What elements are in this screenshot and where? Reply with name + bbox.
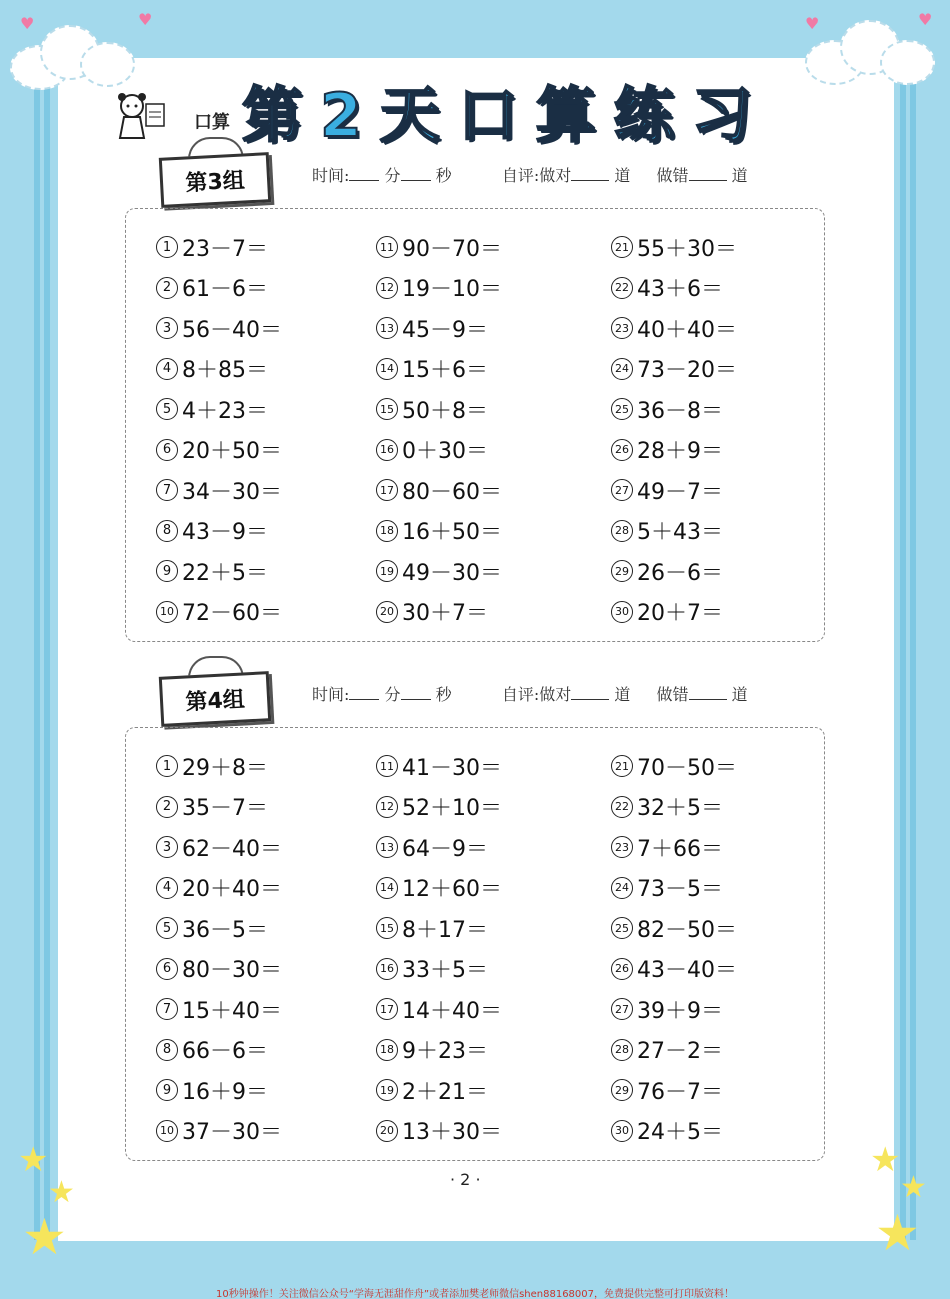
group-header bbox=[160, 664, 810, 724]
problem-item bbox=[376, 595, 488, 629]
problem-item bbox=[376, 1114, 502, 1148]
problem-number: 12 bbox=[376, 277, 398, 299]
problem-number: 14 bbox=[376, 358, 398, 380]
problem-number: 24 bbox=[611, 877, 633, 899]
problem-expression: 28＋9＝ bbox=[637, 439, 723, 464]
problem-item bbox=[156, 1073, 268, 1107]
problem-item bbox=[376, 311, 488, 345]
problem-number: 6 bbox=[156, 439, 178, 461]
problem-expression: 15＋40＝ bbox=[182, 998, 282, 1024]
problem-expression: 90－70＝ bbox=[402, 236, 502, 262]
problem-number: 22 bbox=[611, 796, 633, 818]
problem-item bbox=[376, 473, 502, 507]
problem-item bbox=[156, 514, 268, 548]
problem-expression: 12＋60＝ bbox=[402, 877, 502, 902]
problem-expression: 35－7＝ bbox=[182, 796, 268, 821]
heart-icon: ♥ bbox=[138, 10, 153, 29]
problem-number: 7 bbox=[156, 479, 178, 501]
problem-expression: 39＋9＝ bbox=[637, 998, 723, 1024]
star-icon: ★ bbox=[900, 1170, 927, 1205]
problem-item bbox=[376, 911, 488, 945]
problem-number: 24 bbox=[611, 358, 633, 380]
problem-item bbox=[156, 230, 268, 264]
problem-number: 27 bbox=[611, 479, 633, 501]
problem-item bbox=[376, 1033, 488, 1067]
problem-item bbox=[156, 790, 268, 824]
problem-expression: 0＋30＝ bbox=[402, 439, 488, 464]
problem-item bbox=[376, 271, 502, 305]
problem-expression: 24＋5＝ bbox=[637, 1120, 723, 1145]
problem-item bbox=[611, 992, 723, 1026]
problem-item bbox=[156, 871, 282, 905]
problem-number: 9 bbox=[156, 560, 178, 582]
problem-item bbox=[376, 992, 502, 1026]
problem-number: 17 bbox=[376, 998, 398, 1020]
problem-number: 1 bbox=[156, 755, 178, 777]
problem-expression: 16＋50＝ bbox=[402, 520, 502, 545]
problem-expression: 73－5＝ bbox=[637, 877, 723, 902]
problem-expression: 43＋6＝ bbox=[637, 277, 723, 302]
problem-number: 29 bbox=[611, 1079, 633, 1101]
problem-number: 25 bbox=[611, 917, 633, 939]
problem-expression: 61－6＝ bbox=[182, 277, 268, 302]
problem-expression: 7＋66＝ bbox=[637, 836, 723, 862]
group-header bbox=[160, 145, 810, 205]
page-number: · 2 · bbox=[450, 1170, 481, 1189]
problem-item bbox=[611, 830, 723, 864]
problem-item bbox=[376, 554, 502, 588]
problem-number: 16 bbox=[376, 958, 398, 980]
heart-icon: ♥ bbox=[918, 10, 933, 29]
problem-number: 1 bbox=[156, 236, 178, 258]
problem-item bbox=[611, 554, 723, 588]
problem-item bbox=[376, 514, 502, 548]
problem-expression: 50＋8＝ bbox=[402, 398, 488, 424]
heart-icon: ♥ bbox=[20, 14, 35, 33]
problem-number: 10 bbox=[156, 1120, 178, 1142]
problem-item bbox=[611, 911, 737, 945]
problem-expression: 43－9＝ bbox=[182, 520, 268, 545]
problem-item bbox=[611, 473, 723, 507]
problem-expression: 70－50＝ bbox=[637, 755, 737, 781]
problem-expression: 80－60＝ bbox=[402, 479, 502, 505]
page-title: 第2天口算练习 bbox=[242, 81, 770, 151]
problem-item bbox=[156, 952, 282, 986]
problem-item bbox=[611, 433, 723, 467]
problem-number: 18 bbox=[376, 520, 398, 542]
problem-expression: 43－40＝ bbox=[637, 958, 737, 983]
group-meta: 时间: 分 秒 自评:做对 道 做错 道 bbox=[312, 166, 748, 185]
problem-item bbox=[156, 595, 282, 629]
star-icon: ★ bbox=[48, 1175, 75, 1210]
problem-item bbox=[156, 554, 268, 588]
left-stripe-1 bbox=[34, 60, 40, 1240]
problem-number: 10 bbox=[156, 601, 178, 623]
problem-item bbox=[376, 1073, 488, 1107]
problem-number: 27 bbox=[611, 998, 633, 1020]
star-icon: ★ bbox=[18, 1140, 49, 1180]
problem-item bbox=[611, 514, 723, 548]
problem-expression: 41－30＝ bbox=[402, 755, 502, 781]
problem-item bbox=[611, 749, 737, 783]
problem-expression: 55＋30＝ bbox=[637, 236, 737, 262]
problem-expression: 76－7＝ bbox=[637, 1079, 723, 1105]
problem-item bbox=[156, 911, 268, 945]
problem-number: 21 bbox=[611, 755, 633, 777]
problem-number: 3 bbox=[156, 317, 178, 339]
problem-number: 26 bbox=[611, 439, 633, 461]
problem-number: 2 bbox=[156, 796, 178, 818]
problem-expression: 4＋23＝ bbox=[182, 398, 268, 424]
problem-item bbox=[611, 230, 737, 264]
problem-number: 21 bbox=[611, 236, 633, 258]
problem-item bbox=[376, 749, 502, 783]
problem-number: 19 bbox=[376, 1079, 398, 1101]
problem-item bbox=[611, 952, 737, 986]
problem-expression: 5＋43＝ bbox=[637, 520, 723, 545]
problem-expression: 26－6＝ bbox=[637, 560, 723, 586]
problem-expression: 30＋7＝ bbox=[402, 601, 488, 626]
problem-item bbox=[156, 830, 282, 864]
footer-note: 10秒钟操作！关注微信公众号“学海无涯甜作舟”或者添加樊老师微信shen88168007，免费提供完整可打印版资料！ bbox=[215, 1289, 735, 1299]
problem-item bbox=[611, 392, 723, 426]
problem-number: 15 bbox=[376, 917, 398, 939]
cloud-top-right bbox=[805, 15, 935, 85]
problem-item bbox=[611, 271, 723, 305]
problem-number: 11 bbox=[376, 755, 398, 777]
problem-item bbox=[156, 271, 268, 305]
problem-expression: 20＋50＝ bbox=[182, 439, 282, 464]
problem-expression: 49－7＝ bbox=[637, 479, 723, 505]
problem-number: 16 bbox=[376, 439, 398, 461]
problem-expression: 56－40＝ bbox=[182, 317, 282, 343]
problem-item bbox=[156, 1114, 282, 1148]
problem-number: 18 bbox=[376, 1039, 398, 1061]
problem-number: 20 bbox=[376, 1120, 398, 1142]
problem-item bbox=[156, 433, 282, 467]
problem-number: 28 bbox=[611, 1039, 633, 1061]
problem-expression: 15＋6＝ bbox=[402, 358, 488, 383]
problem-box bbox=[125, 208, 825, 642]
problem-number: 23 bbox=[611, 317, 633, 339]
problem-number: 4 bbox=[156, 358, 178, 380]
kousuan-label: 口算 bbox=[194, 112, 230, 133]
problem-number: 5 bbox=[156, 917, 178, 939]
problem-number: 12 bbox=[376, 796, 398, 818]
problem-item bbox=[156, 749, 268, 783]
problem-expression: 73－20＝ bbox=[637, 358, 737, 383]
problem-number: 2 bbox=[156, 277, 178, 299]
problem-expression: 37－30＝ bbox=[182, 1120, 282, 1145]
problem-number: 20 bbox=[376, 601, 398, 623]
problem-item bbox=[611, 871, 723, 905]
problem-item bbox=[611, 352, 737, 386]
problem-expression: 32＋5＝ bbox=[637, 796, 723, 821]
problem-item bbox=[156, 352, 268, 386]
problem-expression: 33＋5＝ bbox=[402, 958, 488, 983]
problem-expression: 36－8＝ bbox=[637, 398, 723, 424]
problem-expression: 8＋17＝ bbox=[402, 917, 488, 943]
problem-expression: 19－10＝ bbox=[402, 277, 502, 302]
problem-number: 6 bbox=[156, 958, 178, 980]
problem-item bbox=[376, 230, 502, 264]
problem-number: 14 bbox=[376, 877, 398, 899]
problem-item bbox=[156, 311, 282, 345]
problem-expression: 22＋5＝ bbox=[182, 560, 268, 586]
problem-number: 15 bbox=[376, 398, 398, 420]
problem-expression: 72－60＝ bbox=[182, 601, 282, 626]
group-meta: 时间: 分 秒 自评:做对 道 做错 道 bbox=[312, 685, 748, 704]
problem-item bbox=[611, 1073, 723, 1107]
problem-number: 3 bbox=[156, 836, 178, 858]
problem-number: 29 bbox=[611, 560, 633, 582]
problem-expression: 40＋40＝ bbox=[637, 317, 737, 343]
problem-number: 22 bbox=[611, 277, 633, 299]
problem-expression: 80－30＝ bbox=[182, 958, 282, 983]
problem-number: 9 bbox=[156, 1079, 178, 1101]
problem-item bbox=[376, 352, 488, 386]
group-sign: 第4组 bbox=[159, 671, 271, 727]
problem-item bbox=[156, 1033, 268, 1067]
problem-item bbox=[611, 595, 723, 629]
problem-expression: 64－9＝ bbox=[402, 836, 488, 862]
problem-expression: 13＋30＝ bbox=[402, 1120, 502, 1145]
problem-item bbox=[376, 790, 502, 824]
problem-expression: 34－30＝ bbox=[182, 479, 282, 505]
problem-number: 7 bbox=[156, 998, 178, 1020]
left-stripe-2 bbox=[44, 60, 50, 1240]
problem-expression: 62－40＝ bbox=[182, 836, 282, 862]
star-icon: ★ bbox=[875, 1204, 920, 1262]
problem-box bbox=[125, 727, 825, 1161]
problem-number: 13 bbox=[376, 836, 398, 858]
problem-number: 13 bbox=[376, 317, 398, 339]
problem-expression: 52＋10＝ bbox=[402, 796, 502, 821]
problem-expression: 49－30＝ bbox=[402, 560, 502, 586]
problem-item bbox=[611, 1114, 723, 1148]
star-icon: ★ bbox=[870, 1140, 901, 1180]
problem-expression: 2＋21＝ bbox=[402, 1079, 488, 1105]
problem-number: 5 bbox=[156, 398, 178, 420]
problem-item bbox=[156, 392, 268, 426]
problem-expression: 23－7＝ bbox=[182, 236, 268, 262]
problem-number: 26 bbox=[611, 958, 633, 980]
problem-expression: 8＋85＝ bbox=[182, 358, 268, 383]
heart-icon: ♥ bbox=[805, 14, 820, 33]
right-stripe-2 bbox=[910, 60, 916, 1240]
problem-number: 17 bbox=[376, 479, 398, 501]
problem-number: 23 bbox=[611, 836, 633, 858]
problem-item bbox=[376, 952, 488, 986]
problem-number: 8 bbox=[156, 1039, 178, 1061]
problem-expression: 20＋7＝ bbox=[637, 601, 723, 626]
problem-expression: 29＋8＝ bbox=[182, 755, 268, 781]
mascot-icon bbox=[110, 90, 166, 146]
problem-expression: 9＋23＝ bbox=[402, 1039, 488, 1064]
problem-item bbox=[376, 830, 488, 864]
problem-expression: 45－9＝ bbox=[402, 317, 488, 343]
problem-number: 28 bbox=[611, 520, 633, 542]
problem-number: 8 bbox=[156, 520, 178, 542]
group-sign: 第3组 bbox=[159, 152, 271, 208]
problem-number: 30 bbox=[611, 601, 633, 623]
problem-expression: 36－5＝ bbox=[182, 917, 268, 943]
problem-item bbox=[376, 433, 488, 467]
problem-number: 4 bbox=[156, 877, 178, 899]
problem-item bbox=[156, 992, 282, 1026]
problem-item bbox=[156, 473, 282, 507]
problem-number: 19 bbox=[376, 560, 398, 582]
problem-expression: 16＋9＝ bbox=[182, 1079, 268, 1105]
problem-expression: 14＋40＝ bbox=[402, 998, 502, 1024]
problem-expression: 27－2＝ bbox=[637, 1039, 723, 1064]
problem-number: 30 bbox=[611, 1120, 633, 1142]
problem-number: 11 bbox=[376, 236, 398, 258]
problem-number: 25 bbox=[611, 398, 633, 420]
problem-item bbox=[611, 311, 737, 345]
problem-item bbox=[611, 790, 723, 824]
right-stripe-1 bbox=[900, 60, 906, 1240]
problem-item bbox=[611, 1033, 723, 1067]
star-icon: ★ bbox=[22, 1208, 67, 1266]
problem-item bbox=[376, 871, 502, 905]
problem-expression: 82－50＝ bbox=[637, 917, 737, 943]
problem-expression: 66－6＝ bbox=[182, 1039, 268, 1064]
problem-item bbox=[376, 392, 488, 426]
problem-expression: 20＋40＝ bbox=[182, 877, 282, 902]
